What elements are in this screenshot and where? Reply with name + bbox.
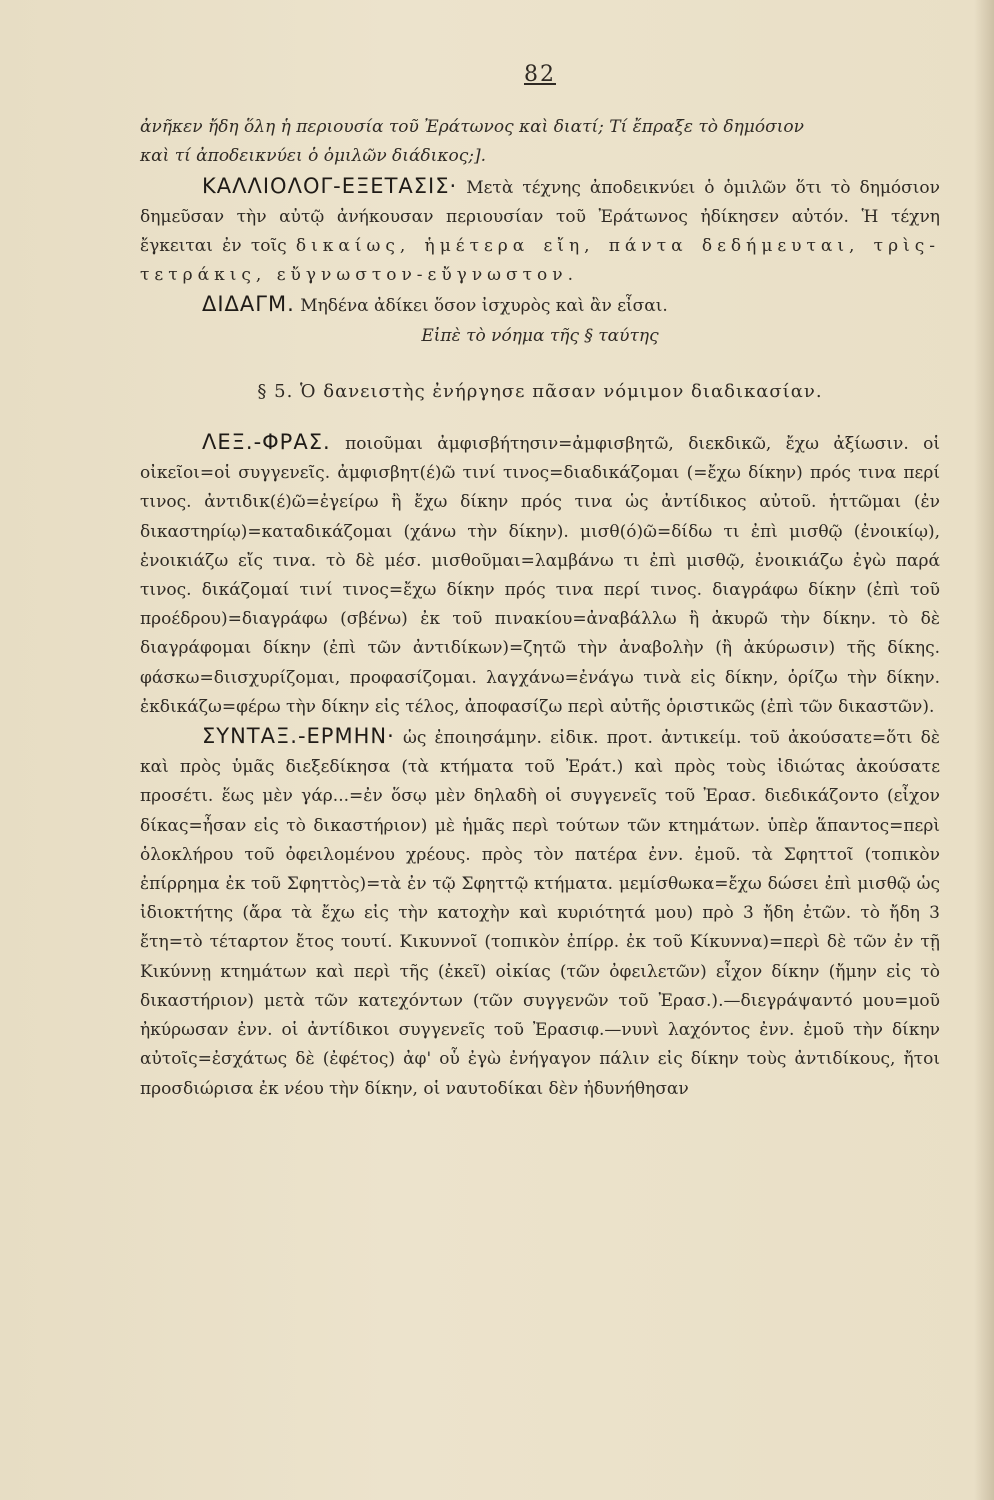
didagm-text: Μηδένα ἀδίκει ὅσον ἰσχυρὸς καὶ ἂν εἶσαι. xyxy=(300,296,668,317)
lex-label: ΛΕΞ.-ΦΡΑΣ. xyxy=(202,430,331,455)
eipe-line: Εἰπὲ τὸ νόημα τῆς § ταύτης xyxy=(421,325,659,346)
kalliolog-text: Μετὰ τέχνης ἀποδεικνύει ὁ ὁμιλῶν ὅτι τὸ δημόσιον δημεῦσαν τὴν αὐτῷ ἀνήκουσαν περιουσίαν τοῦ Ἐράτωνος ἠδίκησεν αὐτόν. Ἡ τέχνη ἔγκειται ἐν τοῖς xyxy=(140,177,941,257)
page-content xyxy=(140,60,940,1104)
lex-paragraph xyxy=(140,428,940,722)
intro-line-1: ἀνῆκεν ἤδη ὅλη ἡ περιουσία τοῦ Ἐράτωνος καὶ διατί; Τί ἔπραξε τὸ δημόσιον xyxy=(140,117,804,138)
kalliolog-label: ΚΑΛΛΙΟΛΟΓ-ΕΞΕΤΑΣΙΣ· xyxy=(202,173,458,198)
kalliolog-paragraph xyxy=(140,172,940,291)
page-edge-shadow xyxy=(974,0,994,1500)
intro-line-2: καὶ τί ἀποδεικνύει ὁ ὁμιλῶν διάδικος;]. xyxy=(140,146,487,167)
synt-text: ὡς ἐποιησάμην. εἰδικ. προτ. ἀντικείμ. τοῦ ἀκούσατε=ὅτι δὲ καὶ πρὸς ὑμᾶς διεξεδίκησα (τὰ κτήματα τοῦ Ἐράτ.) καὶ πρὸς τοὺς ἰδιώτας ἀκούσατε προσέτι. ἕως μὲν γάρ...=ἐν ὅσῳ μὲν δηλαδὴ οἱ συγγενεῖς τοῦ Ἐρασ. διεδικάζοντο (εἶχον δίκας=ἦσαν εἰς τὸ δικαστήριον) μὲ ἡμᾶς περὶ τούτων τῶν κτημάτων. ὑπὲρ ἅπαντος=περὶ ὁλοκλήρου τοῦ ὀφειλομένου χρέους. πρὸς τὸν πατέρα ἐνν. ἐμοῦ. τὰ Σφηττοῖ (τοπικὸν ἐπίρρημα ἐκ τοῦ Σφηττὸς)=τὰ ἐν τῷ Σφηττῷ κτήματα. μεμίσθωκα=ἔχω δώσει ἐπὶ μισθῷ ὡς ἰδιοκτήτης (ἄρα τὰ ἔχω εἰς τὴν κατοχὴν καὶ κυριότητά μου) πρὸ 3 ἤδη ἐτῶν. τὸ ἤδη 3 ἔτη=τὸ τέταρτον ἔτος τουτί. Κικυννοῖ (τοπικὸν ἐπίρρ. ἐκ τοῦ Κίκυννα)=περὶ δὲ τῶν ἐν τῇ Κικύννῃ κτημάτων καὶ περὶ τῆς (ἐκεῖ) οἰκίας (τῶν ὀφειλετῶν) εἶχον δίκην (ἤμην εἰς τὸ δικαστήριον) μετὰ τῶν κατεχόντων (τῶν συγγενῶν τοῦ Ἐρασ.).—διεγράψαντό μου=μοῦ ἠκύρωσαν ἐνν. οἱ ἀντίδικοι συγγενεῖς τοῦ Ἐρασιφ.—νυνὶ λαχόντος ἐνν. ἐμοῦ τὴν δίκην αὐτοῖς=ἐσχάτως δὲ (ἐφέτος) ἀφ' οὗ ἐγὼ ἐνήγαγον πάλιν εἰς δίκην τοὺς ἀντιδίκους, ἤτοι προσδιώρισα ἐκ νέου τὴν δίκην, οἱ ναυτοδίκαι δὲν ἠδυνήθησαν xyxy=(140,728,941,1099)
synt-label: ΣΥΝΤΑΞ.-ΕΡΜΗΝ· xyxy=(202,724,395,749)
page-number: 82 xyxy=(524,62,556,87)
lex-text: ποιοῦμαι ἀμφισβήτησιν=ἀμφισβητῶ, διεκδικῶ, ἔχω ἀξίωσιν. οἱ οἰκεῖοι=οἱ συγγενεῖς. ἀμφισβητ(έ)ῶ τινί τινος=διαδικάζομαι (=ἔχω δίκην) πρός τινα περί τινος. ἀντιδικ(έ)ῶ=ἐγείρω ἢ ἔχω δίκην πρός τινα ὡς ἀντίδικος αὐτοῦ. ἡττῶμαι (ἐν δικαστηρίῳ)=καταδικάζομαι (χάνω τὴν δίκην). μισθ(ό)ῶ=δίδω τι ἐπὶ μισθῷ (ἐνοικίῳ), ἐνοικιάζω εἴς τινα. τὸ δὲ μέσ. μισθοῦμαι=λαμβάνω τι ἐπὶ μισθῷ, ἐνοικιάζω ἐγὼ παρά τινος. δικάζομαί τινί τινος=ἔχω δίκην πρός τινα περί τινος. διαγράφω δίκην (ἐπὶ τοῦ προέδρου)=διαγράφω (σβένω) ἐκ τοῦ πινακίου=ἀναβάλλω ἢ ἀκυρῶ τὴν δίκην. τὸ δὲ διαγράφομαι δίκην (ἐπὶ τῶν ἀντιδίκων)=ζητῶ τὴν ἀναβολὴν (ἢ ἀκύρωσιν) τῆς δίκης. φάσκω=διισχυρίζομαι, προφασίζομαι. λαγχάνω=ἐνάγω τινὰ εἰς δίκην, ὁρίζω τὴν δίκην. ἐκδικάζω=φέρω τὴν δίκην εἰς τέλος, ἀποφασίζω περὶ αὐτῆς ὁριστικῶς (ἐπὶ τῶν δικαστῶν). xyxy=(140,434,941,717)
section-heading: § 5. Ὁ δανειστὴς ἐνήργησε πᾶσαν νόμιμον διαδικασίαν. xyxy=(257,380,823,402)
didagm-label: ΔΙΔΑΓΜ. xyxy=(202,292,295,317)
synt-paragraph xyxy=(140,722,940,1104)
didagm-paragraph xyxy=(140,290,940,321)
kalliolog-spaced-text: δικαίως, ἡμέτερα εἴη, πάντα δεδήμευται, τρὶς-τετράκις, εὔγνωστον-εὔγνωστον. xyxy=(140,236,941,286)
